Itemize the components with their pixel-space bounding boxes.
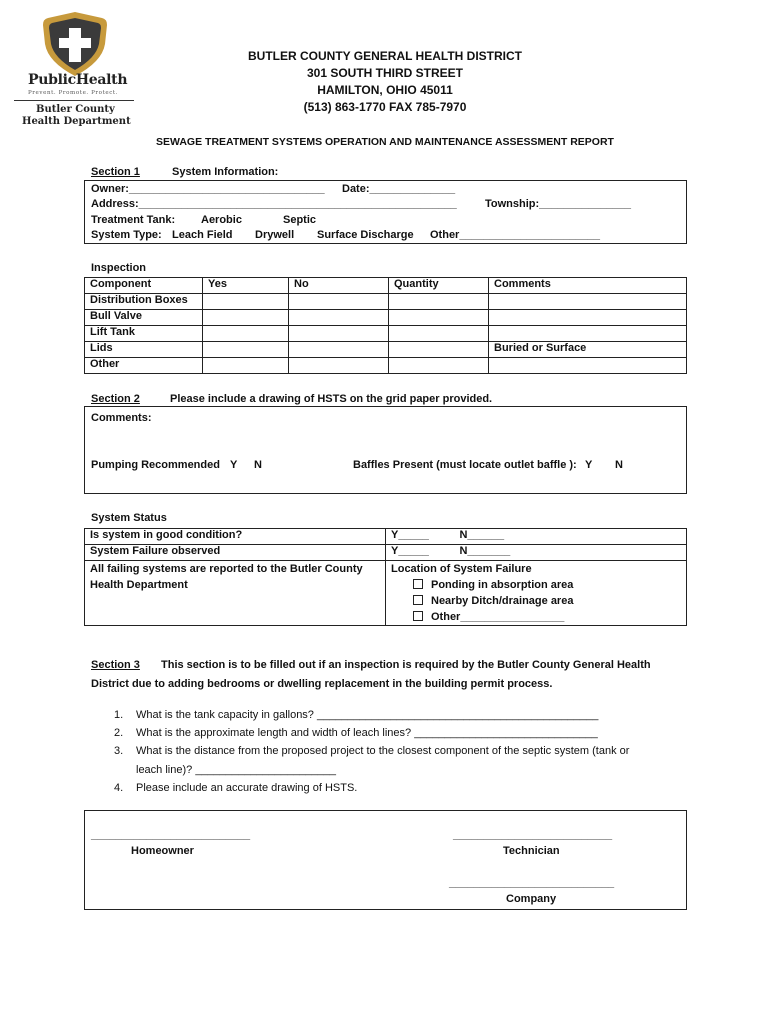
section3-label: Section 3 (91, 659, 140, 671)
type-other-field[interactable]: Other_______________________ (430, 229, 601, 241)
status-q3-cell (85, 561, 386, 626)
list-item-text: Please include an accurate drawing of HSTS. (136, 782, 358, 794)
cell-comments[interactable] (489, 310, 687, 326)
section2-text: Please include a drawing of HSTS on the grid paper provided. (170, 393, 493, 405)
cell-yes[interactable] (203, 342, 289, 358)
cell-quantity[interactable] (389, 342, 489, 358)
cell-component: Lids (85, 342, 203, 358)
status-q1-answer[interactable]: Y_____ N______ (386, 529, 687, 545)
header-yes: Yes (203, 278, 289, 294)
list-item: 4. (114, 782, 124, 794)
cell-no[interactable] (289, 310, 389, 326)
cell-quantity[interactable] (389, 310, 489, 326)
cell-no[interactable] (289, 294, 389, 310)
section1-label: Section 1 (91, 166, 140, 178)
logo (14, 10, 136, 128)
cell-quantity[interactable] (389, 294, 489, 310)
header-line1: BUTLER COUNTY GENERAL HEALTH DISTRICT (247, 49, 522, 63)
cell-component: Distribution Boxes (85, 294, 203, 310)
date-field[interactable]: Date:______________ (342, 183, 456, 195)
company-signature-line[interactable]: ___________________________ (449, 877, 615, 889)
system-info-box (84, 180, 687, 244)
status-q2: System Failure observed (85, 545, 386, 561)
failure-option-label: Nearby Ditch/drainage area (431, 595, 574, 607)
checkbox-icon[interactable] (413, 579, 423, 589)
shield-cross-icon (14, 10, 136, 80)
table-row (85, 294, 687, 310)
table-row (85, 326, 687, 342)
cell-no[interactable] (289, 326, 389, 342)
baffles-label: Baffles Present (must locate outlet baffle ): (353, 459, 577, 471)
baffles-no[interactable]: N (615, 459, 623, 471)
logo-divider (14, 100, 134, 101)
homeowner-label: Homeowner (131, 845, 194, 857)
table-header-row (85, 278, 687, 294)
cell-quantity[interactable] (389, 326, 489, 342)
header-line4: (513) 863-1770 FAX 785-7970 (303, 100, 467, 114)
header-line3: HAMILTON, OHIO 45011 (317, 83, 453, 97)
header-comments: Comments (489, 278, 687, 294)
inspection-table (84, 277, 687, 374)
header-quantity: Quantity (389, 278, 489, 294)
treatment-tank-label: Treatment Tank: (91, 214, 176, 226)
tank-aerobic-option[interactable]: Aerobic (201, 214, 242, 226)
cell-comments[interactable] (489, 294, 687, 310)
pumping-yes[interactable]: Y (230, 459, 238, 471)
homeowner-signature-line[interactable]: __________________________ (91, 829, 251, 841)
header-component: Component (85, 278, 203, 294)
table-row (85, 310, 687, 326)
baffles-yes[interactable]: Y (585, 459, 593, 471)
cell-no[interactable] (289, 342, 389, 358)
table-row (85, 342, 687, 358)
type-surface-option[interactable]: Surface Discharge (317, 229, 414, 241)
cell-comments[interactable] (489, 326, 687, 342)
system-type-label: System Type: (91, 229, 162, 241)
signature-box (84, 810, 687, 910)
status-q3-line2: Health Department (90, 579, 188, 591)
checkbox-icon[interactable] (413, 595, 423, 605)
owner-field[interactable]: Owner:________________________________ (91, 183, 325, 195)
list-item: 2. (114, 727, 124, 739)
failure-option-label: Other_________________ (431, 611, 565, 623)
section2-label: Section 2 (91, 393, 140, 405)
status-q3-line1: All failing systems are reported to the Butler County (90, 563, 363, 575)
comments-label: Comments: (91, 412, 152, 424)
failure-location-cell (386, 561, 687, 626)
status-q1: Is system in good condition? (85, 529, 386, 545)
list-item-text[interactable]: What is the approximate length and width of leach lines? ______________________________ (136, 727, 598, 739)
table-row (85, 561, 687, 626)
header-no: No (289, 278, 389, 294)
cell-yes[interactable] (203, 294, 289, 310)
cell-quantity[interactable] (389, 358, 489, 374)
failure-option-other[interactable] (391, 609, 681, 625)
technician-signature-line[interactable]: __________________________ (453, 829, 613, 841)
inspection-title: Inspection (91, 262, 147, 274)
table-row (85, 529, 687, 545)
system-status-title: System Status (91, 512, 167, 524)
list-item: 3. (114, 745, 124, 757)
logo-main: PublicHealth (28, 72, 128, 88)
cell-component: Other (85, 358, 203, 374)
list-item-text[interactable]: What is the distance from the proposed project to the closest component of the septic system (tank or (136, 745, 630, 757)
cell-comments[interactable]: Buried or Surface (489, 342, 687, 358)
comments-box[interactable] (84, 406, 687, 494)
pumping-label: Pumping Recommended (91, 459, 220, 471)
header-line2: 301 SOUTH THIRD STREET (306, 66, 464, 80)
report-title: SEWAGE TREATMENT SYSTEMS OPERATION AND MAINTENANCE ASSESSMENT REPORT (156, 136, 614, 148)
type-leach-option[interactable]: Leach Field (172, 229, 233, 241)
logo-dept-line2: Health Department (22, 116, 131, 127)
cell-yes[interactable] (203, 358, 289, 374)
cell-component: Lift Tank (85, 326, 203, 342)
company-label: Company (506, 893, 557, 905)
cell-no[interactable] (289, 358, 389, 374)
cell-comments[interactable] (489, 358, 687, 374)
table-row (85, 358, 687, 374)
logo-tagline: Prevent. Promote. Protect. (28, 90, 119, 96)
cell-yes[interactable] (203, 310, 289, 326)
type-drywell-option[interactable]: Drywell (255, 229, 295, 241)
section3-text-line1: This section is to be filled out if an inspection is required by the Butler County General Health (161, 659, 651, 671)
failure-option-ponding[interactable] (391, 577, 681, 593)
list-item-text[interactable]: leach line)? _______________________ (136, 764, 337, 776)
list-item: 1. (114, 709, 124, 721)
table-row (85, 545, 687, 561)
cell-yes[interactable] (203, 326, 289, 342)
section1-heading: System Information: (172, 166, 279, 178)
logo-dept-line1: Butler County (36, 104, 115, 115)
technician-label: Technician (503, 845, 560, 857)
list-item-text[interactable]: What is the tank capacity in gallons? ______________________________________________ (136, 709, 599, 721)
pumping-no[interactable]: N (254, 459, 262, 471)
failure-location-title: Location of System Failure (391, 563, 532, 575)
failure-option-ditch[interactable] (391, 593, 681, 609)
tank-septic-option[interactable]: Septic (283, 214, 317, 226)
township-field[interactable]: Township:_______________ (485, 198, 631, 210)
failure-option-label: Ponding in absorption area (431, 579, 574, 591)
cell-component: Bull Valve (85, 310, 203, 326)
address-field[interactable]: Address:____________________________________________________ (91, 198, 457, 210)
section3-text-line2: District due to adding bedrooms or dwelling replacement in the building permit process. (91, 678, 553, 690)
status-q2-answer[interactable]: Y_____ N_______ (386, 545, 687, 561)
system-status-table (84, 528, 687, 626)
checkbox-icon[interactable] (413, 611, 423, 621)
